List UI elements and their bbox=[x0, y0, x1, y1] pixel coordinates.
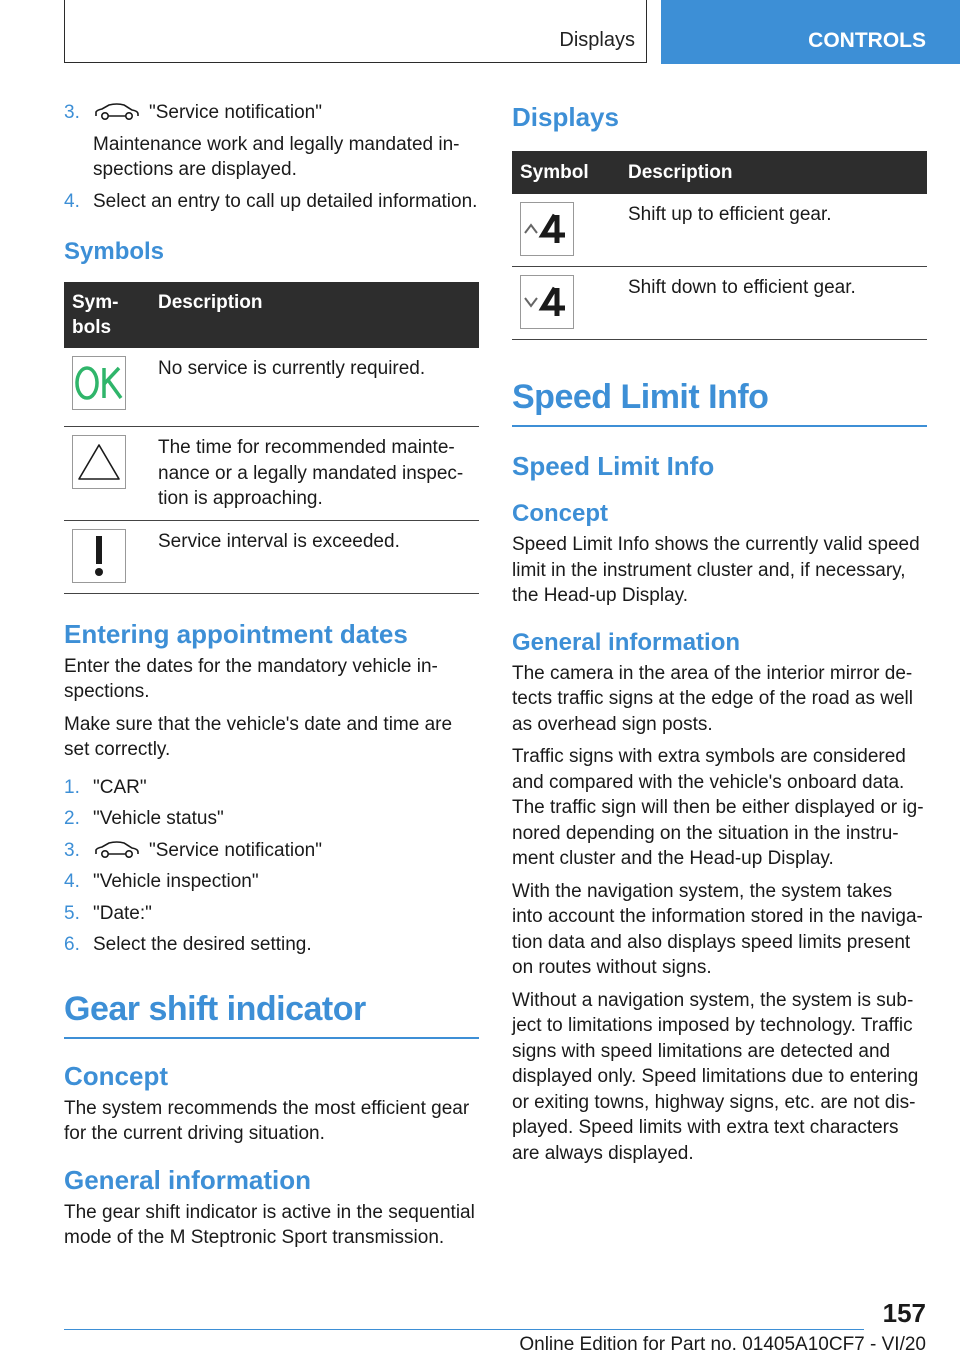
step-number: 2. bbox=[64, 808, 80, 829]
list-item bbox=[64, 189, 479, 215]
table-cell-description: Service interval is exceeded. bbox=[150, 520, 479, 593]
shift-up-4-icon bbox=[520, 202, 574, 256]
list-item bbox=[64, 775, 479, 801]
car-icon bbox=[93, 103, 141, 121]
table-header-symbol: Symbol bbox=[512, 151, 620, 194]
speed-subheading: Speed Limit Info bbox=[512, 451, 715, 481]
right-column bbox=[512, 102, 927, 1173]
gear-concept-text: The system recommends the most efficient gear for the current driving situation. bbox=[64, 1097, 470, 1144]
displays-heading: Displays bbox=[512, 102, 619, 132]
speed-paragraph: With the navigation system, the system takes into account the information stored in the naviga-tion data and also displays speed limits present on routes without signs. bbox=[512, 880, 923, 978]
speed-paragraph: Without a navigation system, the system is sub-ject to limitations imposed by technology. Traffic signs with speed limitations are detected and displayed only. Speed limitations due to entering or exiting towns, highway signs, etc. are not dis-played. Speed limits with extra text characters are always displayed. bbox=[512, 989, 919, 1164]
step-text: Select an entry to call up detailed information. bbox=[93, 190, 478, 212]
step-text: "Date:" bbox=[93, 902, 152, 924]
gear-concept-heading: Concept bbox=[64, 1060, 168, 1091]
step-text: "Service notification" bbox=[149, 839, 322, 861]
speed-section-heading: Speed Limit Info bbox=[512, 378, 927, 427]
step-text: "CAR" bbox=[93, 776, 147, 798]
appointment-paragraph-2: Make sure that the vehicle's date and time are set correctly. bbox=[64, 713, 453, 760]
step-text: "Vehicle inspection" bbox=[93, 871, 259, 892]
step-text: "Service notification" bbox=[149, 102, 322, 123]
table-row bbox=[512, 194, 927, 267]
footer-divider bbox=[64, 1329, 864, 1330]
service-symbols-table bbox=[64, 282, 479, 594]
appointment-steps-list bbox=[64, 775, 479, 958]
shift-down-4-icon bbox=[520, 275, 574, 329]
table-header-description: Description bbox=[620, 151, 927, 194]
symbols-heading: Symbols bbox=[64, 238, 165, 265]
gear-display-table bbox=[512, 151, 927, 340]
page-number: 157 bbox=[882, 1298, 926, 1328]
list-item bbox=[64, 932, 479, 958]
appointment-heading: Entering appointment dates bbox=[64, 618, 408, 649]
speed-paragraph: The camera in the area of the interior mirror de-tects traffic signs at the edge of the road as well as overhead sign posts. bbox=[512, 662, 913, 735]
list-item bbox=[64, 901, 479, 927]
step-number: 3. bbox=[64, 102, 80, 123]
table-cell-description: Shift up to efficient gear. bbox=[620, 194, 927, 267]
appointment-paragraph-1: Enter the dates for the mandatory vehicle in-spections. bbox=[64, 655, 438, 702]
step-text: "Vehicle status" bbox=[93, 808, 224, 829]
list-item bbox=[64, 100, 479, 183]
gear-section-heading: Gear shift indicator bbox=[64, 990, 479, 1039]
exclamation-icon bbox=[72, 529, 126, 583]
speed-concept-text: Speed Limit Info shows the currently valid speed limit in the instrument cluster and, if necessary, the Head-up Display. bbox=[512, 534, 920, 606]
step-number: 6. bbox=[64, 934, 80, 955]
speed-paragraph: Traffic signs with extra symbols are considered and compared with the vehicle's onboard data. The traffic sign will then be either displayed or ig-nored depending on the situation in the instru-ment cluster and the Head-up Display. bbox=[512, 746, 924, 869]
table-row bbox=[512, 267, 927, 340]
speed-general-heading: General information bbox=[512, 628, 741, 656]
table-header-description: Description bbox=[150, 282, 479, 348]
gear-general-heading: General information bbox=[64, 1164, 312, 1195]
list-item bbox=[64, 869, 479, 895]
table-row bbox=[64, 520, 479, 593]
header-chapter-tab: CONTROLS bbox=[661, 0, 960, 64]
table-cell-description: The time for recommended mainte-nance or a legally mandated inspec-tion is approaching. bbox=[150, 427, 479, 521]
table-row bbox=[64, 427, 479, 521]
step-number: 4. bbox=[64, 190, 80, 212]
table-cell-description: No service is currently required. bbox=[150, 348, 479, 427]
header-section-title: Displays bbox=[559, 29, 635, 51]
step-number: 5. bbox=[64, 902, 80, 924]
table-cell-description: Shift down to efficient gear. bbox=[620, 267, 927, 340]
gear-general-text: The gear shift indicator is active in the sequential mode of the M Steptronic Sport transmission. bbox=[64, 1201, 475, 1248]
step-number: 3. bbox=[64, 839, 80, 861]
top-steps-list bbox=[64, 100, 479, 214]
car-icon bbox=[93, 841, 141, 859]
warning-triangle-icon bbox=[72, 435, 126, 489]
table-header-symbol: Sym-bols bbox=[64, 282, 150, 348]
step-subtext: Maintenance work and legally mandated in-spections are displayed. bbox=[93, 133, 460, 180]
table-row bbox=[64, 348, 479, 427]
step-text: Select the desired setting. bbox=[93, 934, 312, 955]
speed-concept-heading: Concept bbox=[512, 500, 608, 527]
edition-note: Online Edition for Part no. 01405A10CF7 - VI/20 bbox=[519, 1334, 926, 1355]
list-item bbox=[64, 838, 479, 864]
left-column bbox=[64, 100, 479, 1258]
step-number: 4. bbox=[64, 871, 80, 892]
step-number: 1. bbox=[64, 776, 80, 798]
ok-icon bbox=[72, 356, 126, 410]
list-item bbox=[64, 806, 479, 832]
